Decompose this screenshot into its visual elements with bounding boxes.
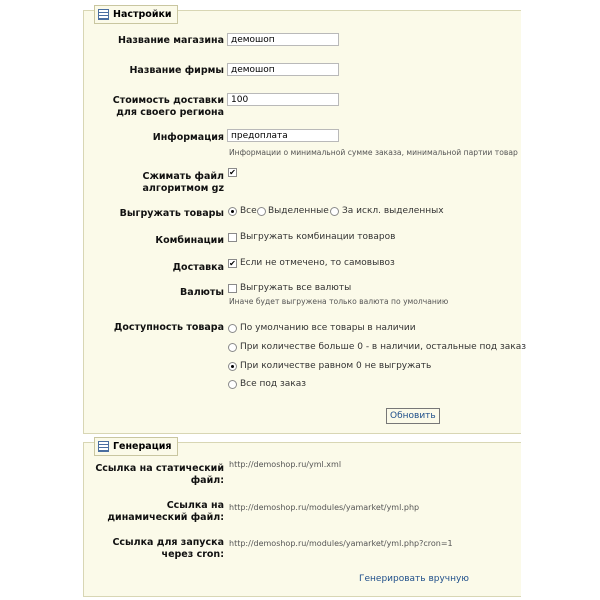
export-selected-label: Выделенные [268,206,329,216]
export-all-radio[interactable] [228,207,237,216]
settings-title: Настройки [94,5,178,24]
generation-title: Генерация [94,437,178,456]
generation-panel [83,442,521,597]
availability-gt0-label: При количестве больше 0 - в наличии, остальные под заказ [240,342,526,352]
combinations-label: Комбинации [155,235,224,246]
currencies-label: Валюты [180,287,224,298]
combinations-checkbox[interactable] [228,233,237,242]
company-name-label: Название фирмы [129,65,224,76]
currencies-checkbox[interactable] [228,284,237,293]
availability-default-label: По умолчанию все товары в наличии [240,323,416,333]
delivery-label: Доставка [172,262,224,273]
shop-name-label: Название магазина [118,35,224,46]
delivery-checkbox[interactable]: ✔ [229,259,236,268]
dynamic-link-url[interactable]: http://demoshop.ru/modules/yamarket/yml.php [229,503,420,512]
generation-icon [98,441,109,452]
export-except-radio[interactable] [330,207,339,216]
static-link-label: Ссылка на статический файл: [95,463,224,486]
info-input[interactable] [227,129,339,142]
dynamic-link-label: Ссылка на динамический файл: [107,500,224,523]
currencies-hint: Иначе будет выгружена только валюта по умолчанию [229,297,449,306]
cron-link-label: Ссылка для запуска через cron: [112,537,224,560]
availability-gt0-radio[interactable] [228,343,237,352]
settings-panel [83,9,526,434]
availability-eq0-label: При количестве равном 0 не выгружать [240,361,432,371]
availability-label: Доступность товара [113,322,224,333]
availability-default-radio[interactable] [228,324,237,333]
delivery-cost-label: Стоимость доставки для своего региона [112,95,224,118]
shop-name-input[interactable] [227,33,339,46]
availability-eq0-radio[interactable] [228,362,237,371]
currencies-option: Выгружать все валюты [240,283,352,293]
delivery-cost-input[interactable] [227,93,339,106]
static-link-url[interactable]: http://demoshop.ru/yml.xml [229,460,342,469]
availability-order-radio[interactable] [228,380,237,389]
generate-button[interactable]: Генерировать вручную [355,571,473,587]
combinations-option: Выгружать комбинации товаров [240,232,396,242]
gzip-label: Сжимать файл алгоритмом gz [142,171,224,194]
info-label: Информация [152,132,224,143]
delivery-option: Если не отмечено, то самовывоз [240,258,395,268]
settings-icon [98,9,109,20]
company-name-input[interactable] [227,63,339,76]
availability-order-label: Все под заказ [240,379,307,389]
info-hint: Информации о минимальной сумме заказа, минимальной партии товар [229,148,518,157]
gzip-checkbox[interactable]: ✔ [229,168,236,177]
export-selected-radio[interactable] [257,207,266,216]
export-goods-label: Выгружать товары [119,208,224,219]
export-except-label: За искл. выделенных [342,206,444,216]
update-button[interactable]: Обновить [386,408,440,424]
cron-link-url[interactable]: http://demoshop.ru/modules/yamarket/yml.php?cron=1 [229,539,453,548]
export-all-label: Все [240,206,257,216]
